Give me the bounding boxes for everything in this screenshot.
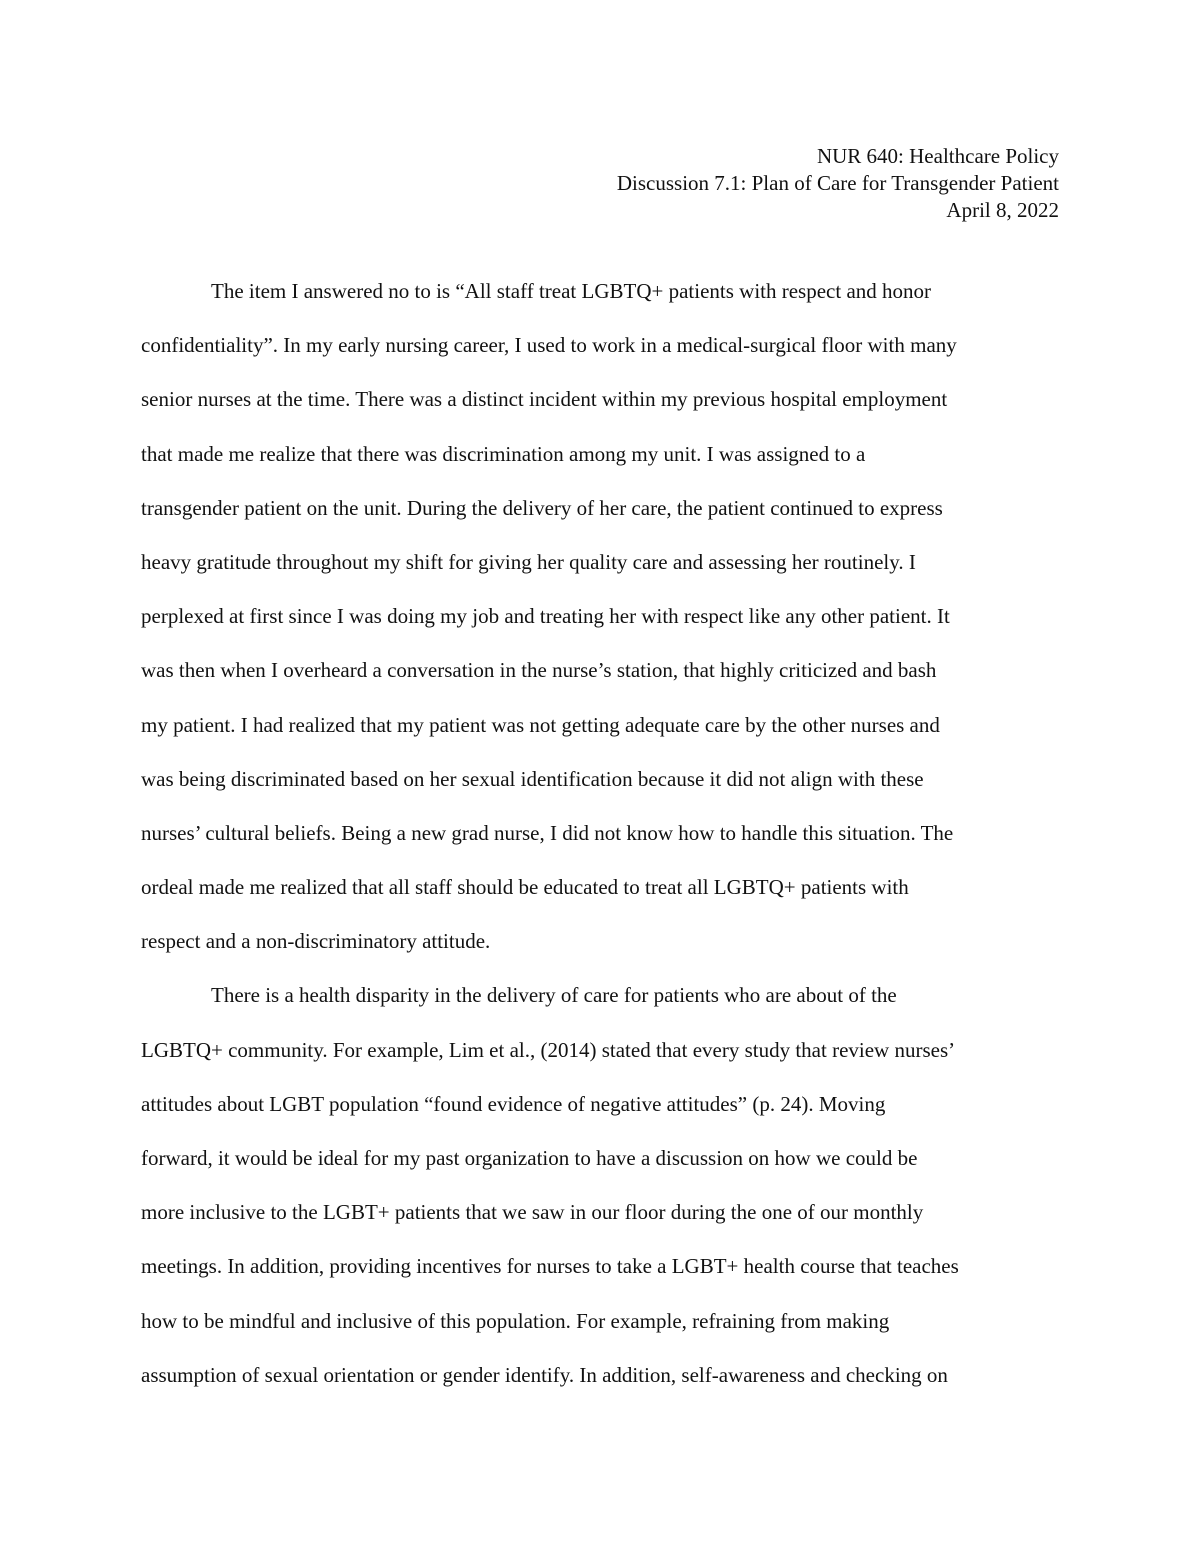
paragraph-line: was then when I overheard a conversation in the nurse’s station, that highly criticized and bash: [141, 658, 937, 683]
document-date: April 8, 2022: [946, 198, 1059, 222]
paragraph-line: my patient. I had realized that my patient was not getting adequate care by the other nurses and: [141, 712, 940, 737]
paragraph-line: how to be mindful and inclusive of this population. For example, refraining from making: [141, 1308, 890, 1333]
paragraph-line: The item I answered no to is “All staff treat LGBTQ+ patients with respect and honor: [211, 279, 932, 303]
paragraph-line: assumption of sexual orientation or gender identify. In addition, self-awareness and checking on: [141, 1362, 948, 1387]
paragraph-line: transgender patient on the unit. During the delivery of her care, the patient continued to express: [141, 495, 943, 520]
paragraph-line: confidentiality”. In my early nursing career, I used to work in a medical-surgical floor with many: [141, 333, 957, 358]
paragraph-line: There is a health disparity in the delivery of care for patients who are about of the: [211, 983, 897, 1008]
paragraph-line: senior nurses at the time. There was a distinct incident within my previous hospital employment: [141, 387, 948, 412]
paragraph-line: perplexed at first since I was doing my job and treating her with respect like any other patient. It: [141, 604, 950, 629]
paragraph-1: [141, 274, 1063, 978]
document-header: [617, 143, 1059, 224]
paragraph-line: was being discriminated based on her sexual identification because it did not align with these: [141, 766, 924, 791]
paragraph-line: LGBTQ+ community. For example, Lim et al., (2014) stated that every study that review nurses’: [141, 1037, 956, 1062]
paragraph-line: nurses’ cultural beliefs. Being a new grad nurse, I did not know how to handle this situation. The: [141, 820, 954, 845]
paragraph-line: meetings. In addition, providing incentives for nurses to take a LGBT+ health course that teaches: [141, 1254, 959, 1279]
paragraph-line: attitudes about LGBT population “found evidence of negative attitudes” (p. 24). Moving: [141, 1091, 886, 1116]
paragraph-line: heavy gratitude throughout my shift for giving her quality care and assessing her routinely. I: [141, 549, 916, 574]
course-title: NUR 640: Healthcare Policy: [816, 144, 1059, 168]
paragraph-line: ordeal made me realized that all staff should be educated to treat all LGBTQ+ patients with: [141, 875, 909, 900]
paragraph-line: that made me realize that there was discrimination among my unit. I was assigned to a: [141, 441, 866, 466]
document-body: [141, 274, 1063, 1412]
paragraph-line: respect and a non-discriminatory attitude.: [141, 929, 491, 954]
paragraph-line: forward, it would be ideal for my past organization to have a discussion on how we could be: [141, 1146, 918, 1170]
paragraph-2: [141, 978, 1063, 1412]
paragraph-line: more inclusive to the LGBT+ patients that we saw in our floor during the one of our monthly: [141, 1200, 924, 1225]
assignment-title: Discussion 7.1: Plan of Care for Transgender Patient: [616, 171, 1059, 195]
